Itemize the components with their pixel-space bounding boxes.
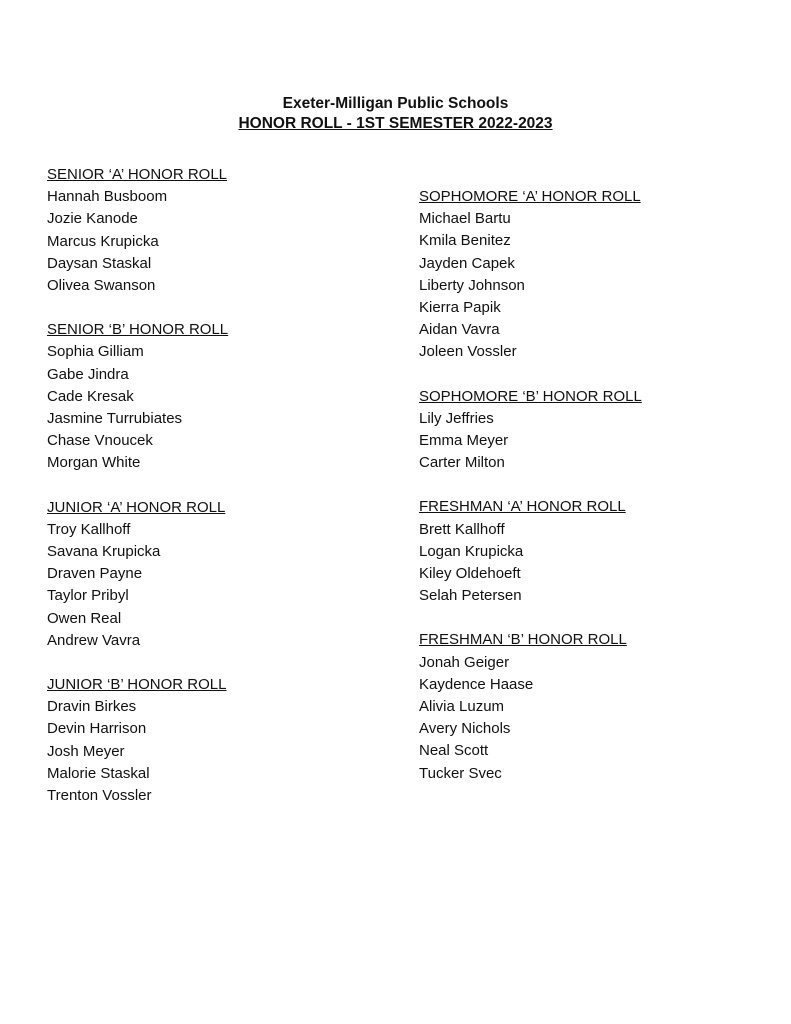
student-name: Carter Milton bbox=[419, 454, 505, 472]
student-name: Jayden Capek bbox=[419, 254, 515, 272]
student-name: Jozie Kanode bbox=[47, 210, 138, 228]
student-name: Devin Harrison bbox=[47, 720, 147, 738]
student-name: Kmila Benitez bbox=[419, 232, 511, 250]
section-title: JUNIOR ‘A’ HONOR ROLL bbox=[47, 498, 226, 516]
student-name: Kierra Papik bbox=[419, 299, 501, 317]
student-name: Aidan Vavra bbox=[419, 321, 500, 339]
section-title: JUNIOR ‘B’ HONOR ROLL bbox=[47, 676, 227, 694]
section-title: FRESHMAN ‘B’ HONOR ROLL bbox=[419, 631, 627, 649]
student-name: Jonah Geiger bbox=[419, 653, 510, 671]
student-name: Trenton Vossler bbox=[47, 787, 152, 805]
student-name: Jasmine Turrubiates bbox=[47, 410, 183, 428]
student-name: Josh Meyer bbox=[47, 742, 125, 760]
student-name: Kiley Oldehoeft bbox=[419, 565, 521, 583]
section-title: SENIOR ‘B’ HONOR ROLL bbox=[47, 321, 229, 339]
student-name: Alivia Luzum bbox=[419, 698, 505, 716]
student-name: Chase Vnoucek bbox=[47, 432, 153, 450]
document-title: HONOR ROLL - 1ST SEMESTER 2022-2023 bbox=[238, 115, 553, 132]
student-name: Avery Nichols bbox=[419, 720, 511, 738]
student-name: Neal Scott bbox=[419, 742, 489, 760]
section-title: FRESHMAN ‘A’ HONOR ROLL bbox=[419, 498, 626, 516]
student-name: Gabe Jindra bbox=[47, 365, 129, 383]
student-name: Malorie Staskal bbox=[47, 764, 150, 782]
student-name: Troy Kallhoff bbox=[47, 520, 131, 538]
student-name: Cade Kresak bbox=[47, 387, 134, 405]
student-name: Lily Jeffries bbox=[419, 409, 494, 427]
section-title: SOPHOMORE ‘A’ HONOR ROLL bbox=[419, 188, 641, 205]
student-name: Savana Krupicka bbox=[47, 543, 161, 561]
honor-roll-section bbox=[47, 497, 228, 652]
right-column bbox=[419, 186, 642, 807]
student-name: Owen Real bbox=[47, 609, 122, 627]
student-name: Olivea Swanson bbox=[47, 277, 156, 295]
student-name: Hannah Busboom bbox=[47, 188, 168, 206]
honor-roll-section bbox=[47, 674, 228, 807]
student-name: Selah Petersen bbox=[419, 587, 522, 605]
section-title: SENIOR ‘A’ HONOR ROLL bbox=[47, 166, 228, 183]
student-name: Taylor Pribyl bbox=[47, 587, 129, 605]
student-name: Daysan Staskal bbox=[47, 254, 152, 272]
student-name: Emma Meyer bbox=[419, 432, 509, 450]
student-name: Logan Krupicka bbox=[419, 542, 524, 560]
section-title: SOPHOMORE ‘B’ HONOR ROLL bbox=[419, 387, 642, 405]
honor-roll-section bbox=[419, 386, 642, 475]
honor-roll-section bbox=[419, 186, 642, 364]
student-name: Tucker Svec bbox=[419, 764, 502, 782]
honor-roll-section bbox=[47, 319, 228, 474]
honor-roll-section bbox=[47, 164, 228, 297]
left-column bbox=[47, 164, 228, 829]
student-name: Kaydence Haase bbox=[419, 675, 534, 693]
student-name: Michael Bartu bbox=[419, 210, 511, 228]
student-name: Brett Kallhoff bbox=[419, 520, 505, 538]
student-name: Andrew Vavra bbox=[47, 631, 141, 649]
student-name: Joleen Vossler bbox=[419, 343, 517, 361]
student-name: Draven Payne bbox=[47, 565, 143, 583]
school-name: Exeter-Milligan Public Schools bbox=[282, 95, 509, 112]
honor-roll-section bbox=[419, 496, 642, 607]
student-name: Marcus Krupicka bbox=[47, 232, 159, 250]
student-name: Morgan White bbox=[47, 454, 141, 472]
student-name: Dravin Birkes bbox=[47, 698, 137, 716]
document-header bbox=[0, 94, 791, 134]
student-name: Sophia Gilliam bbox=[47, 343, 144, 361]
student-name: Liberty Johnson bbox=[419, 276, 525, 294]
honor-roll-section bbox=[419, 629, 642, 784]
